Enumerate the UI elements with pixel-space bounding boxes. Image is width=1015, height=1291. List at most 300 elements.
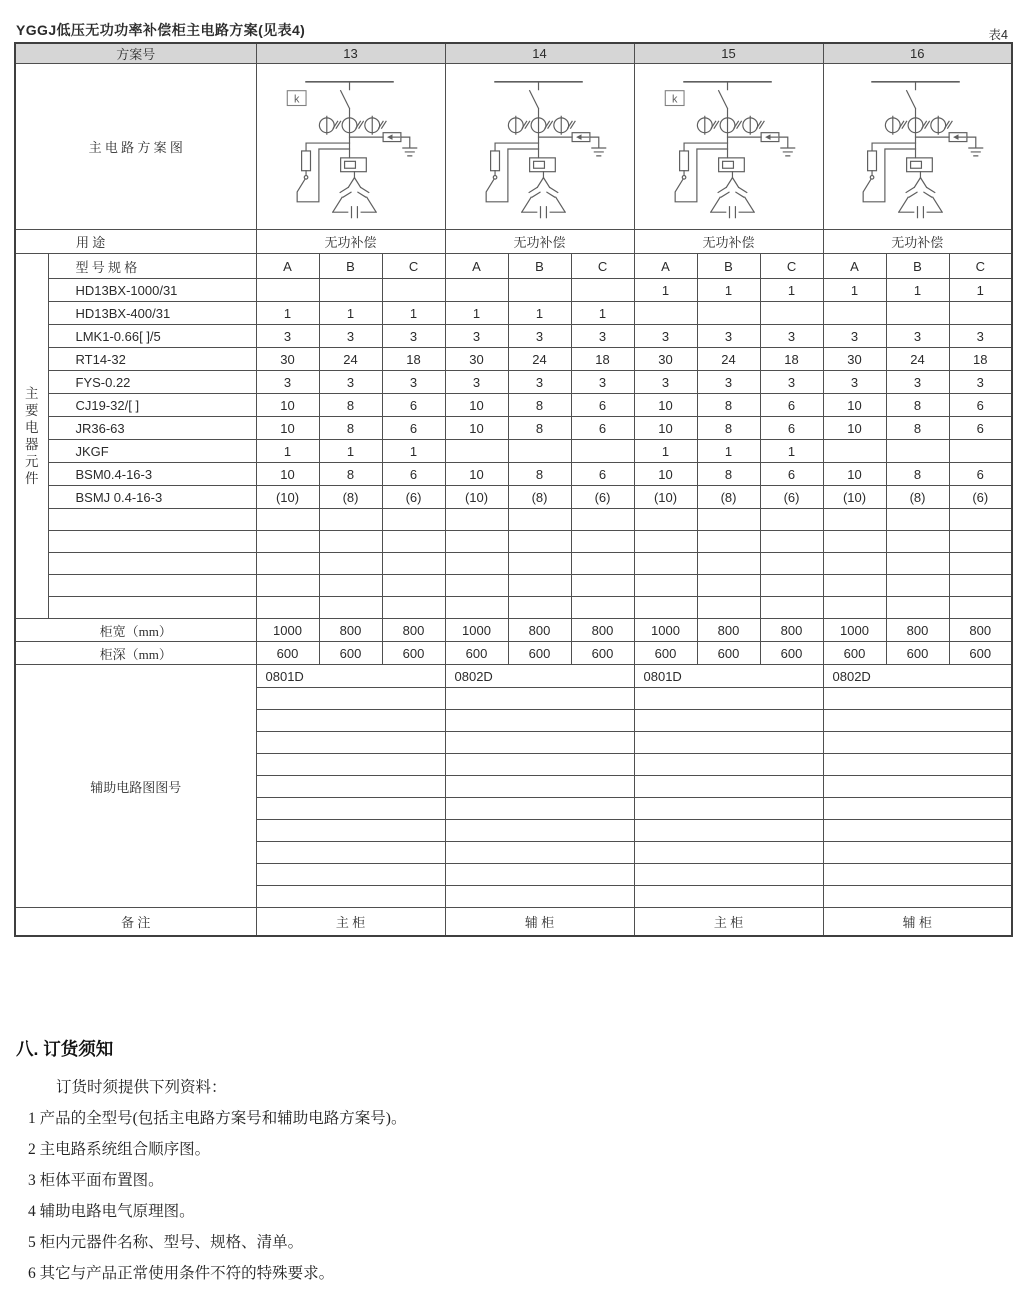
component-qty: (6) — [760, 486, 823, 509]
component-qty: 3 — [319, 371, 382, 394]
empty-qty-cell — [445, 575, 508, 597]
depth-value: 600 — [445, 642, 508, 665]
component-qty: 6 — [571, 417, 634, 440]
empty-qty-cell — [256, 597, 319, 619]
aux-empty-cell — [445, 754, 634, 776]
capacitor-delta — [332, 177, 375, 212]
component-qty: 1 — [949, 279, 1012, 302]
component-qty: 18 — [382, 348, 445, 371]
component-qty: 3 — [445, 371, 508, 394]
aux-empty-cell — [445, 688, 634, 710]
aux-empty-cell — [256, 820, 445, 842]
aux-empty-cell — [445, 798, 634, 820]
disconnect-switch — [340, 81, 349, 117]
depth-value: 600 — [256, 642, 319, 665]
empty-qty-cell — [823, 553, 886, 575]
empty-qty-cell — [949, 553, 1012, 575]
empty-qty-cell — [949, 509, 1012, 531]
component-qty: (10) — [823, 486, 886, 509]
component-qty: 3 — [382, 325, 445, 348]
ordering-item-3: 3 柜体平面布置图。 — [28, 1172, 164, 1189]
component-qty — [949, 440, 1012, 463]
component-qty: 3 — [949, 371, 1012, 394]
usage-value: 无功补偿 — [823, 230, 1012, 254]
width-value: 1000 — [445, 619, 508, 642]
aux-circuit-label: 辅助电路图图号 — [15, 665, 256, 908]
width-value: 800 — [319, 619, 382, 642]
component-qty: 1 — [445, 302, 508, 325]
aux-empty-cell — [445, 732, 634, 754]
svg-text:k: k — [671, 93, 677, 106]
depth-value: 600 — [760, 642, 823, 665]
main-circuit-diagram-cell — [823, 64, 1012, 230]
component-model: FYS-0.22 — [48, 371, 256, 394]
empty-qty-cell — [760, 509, 823, 531]
empty-qty-cell — [949, 575, 1012, 597]
component-qty: 3 — [256, 325, 319, 348]
empty-qty-cell — [319, 597, 382, 619]
empty-qty-cell — [508, 553, 571, 575]
aux-empty-cell — [445, 886, 634, 908]
component-qty: (10) — [445, 486, 508, 509]
svg-text:k: k — [293, 93, 299, 106]
empty-qty-cell — [886, 531, 949, 553]
width-value: 1000 — [634, 619, 697, 642]
component-model: JR36-63 — [48, 417, 256, 440]
aux-diagram-number: 0801D — [634, 665, 823, 688]
aux-empty-cell — [634, 754, 823, 776]
aux-empty-cell — [256, 732, 445, 754]
vertical-label-char: 要 — [25, 402, 39, 418]
component-qty: 8 — [508, 463, 571, 486]
component-qty: 8 — [319, 417, 382, 440]
empty-qty-cell — [256, 575, 319, 597]
component-qty — [949, 302, 1012, 325]
component-qty: (8) — [697, 486, 760, 509]
component-qty — [571, 279, 634, 302]
component-qty: 8 — [697, 463, 760, 486]
aux-empty-cell — [634, 688, 823, 710]
component-qty: 3 — [823, 325, 886, 348]
empty-qty-cell — [886, 553, 949, 575]
empty-qty-cell — [571, 531, 634, 553]
empty-qty-cell — [571, 509, 634, 531]
vertical-label-char: 电 — [25, 419, 39, 435]
component-qty: 1 — [760, 440, 823, 463]
component-qty — [697, 302, 760, 325]
scheme-number: 16 — [823, 43, 1012, 64]
aux-diagram-number: 0801D — [256, 665, 445, 688]
ground-symbol — [589, 137, 605, 156]
empty-qty-cell — [445, 509, 508, 531]
depth-value: 600 — [382, 642, 445, 665]
aux-diagram-number: 0802D — [445, 665, 634, 688]
component-qty: (6) — [571, 486, 634, 509]
empty-qty-cell — [382, 553, 445, 575]
remark-value: 主 柜 — [634, 908, 823, 936]
component-qty: 18 — [760, 348, 823, 371]
diagram-row-label: 主 电 路 方 案 图 — [15, 64, 256, 230]
ground-symbol — [778, 137, 794, 156]
disconnect-switch — [529, 81, 538, 117]
subcol-header: C — [760, 254, 823, 279]
aux-empty-cell — [634, 864, 823, 886]
empty-qty-cell — [697, 553, 760, 575]
component-qty: 6 — [571, 463, 634, 486]
empty-qty-cell — [319, 575, 382, 597]
component-model: BSM0.4-16-3 — [48, 463, 256, 486]
component-qty: (8) — [508, 486, 571, 509]
component-qty: 10 — [256, 394, 319, 417]
component-qty: 1 — [760, 279, 823, 302]
fuse — [679, 150, 688, 170]
component-qty: 3 — [634, 325, 697, 348]
empty-qty-cell — [382, 509, 445, 531]
component-qty: 1 — [697, 440, 760, 463]
capacitor-delta — [521, 177, 564, 212]
fuse — [868, 150, 877, 170]
aux-empty-cell — [256, 710, 445, 732]
component-qty: 30 — [634, 348, 697, 371]
component-qty: 10 — [445, 417, 508, 440]
usage-value: 无功补偿 — [445, 230, 634, 254]
width-value: 800 — [697, 619, 760, 642]
empty-model-cell — [48, 575, 256, 597]
aux-empty-cell — [634, 842, 823, 864]
aux-empty-cell — [823, 886, 1012, 908]
component-qty: 10 — [256, 417, 319, 440]
component-model: LMK1-0.66[ ]/5 — [48, 325, 256, 348]
component-qty: 8 — [319, 463, 382, 486]
empty-qty-cell — [697, 597, 760, 619]
ground-symbol — [967, 137, 983, 156]
component-qty: (6) — [382, 486, 445, 509]
ordering-heading: 八. 订货须知 — [16, 1039, 114, 1059]
component-qty: 1 — [319, 302, 382, 325]
empty-qty-cell — [886, 597, 949, 619]
depth-value: 600 — [697, 642, 760, 665]
component-qty: 30 — [445, 348, 508, 371]
empty-qty-cell — [634, 575, 697, 597]
component-qty: 6 — [949, 394, 1012, 417]
component-qty: 24 — [697, 348, 760, 371]
subcol-header: A — [634, 254, 697, 279]
depth-row-label: 柜深（mm） — [15, 642, 256, 665]
vertical-label-main-components — [15, 254, 48, 619]
fuse-branch — [684, 143, 727, 151]
fuse — [490, 150, 499, 170]
remark-value: 辅 柜 — [445, 908, 634, 936]
component-qty: 6 — [949, 417, 1012, 440]
aux-empty-cell — [256, 776, 445, 798]
component-qty — [445, 279, 508, 302]
component-qty: 8 — [697, 394, 760, 417]
empty-qty-cell — [571, 575, 634, 597]
component-model: CJ19-32/[ ] — [48, 394, 256, 417]
component-qty: 3 — [760, 325, 823, 348]
depth-value: 600 — [571, 642, 634, 665]
empty-qty-cell — [634, 531, 697, 553]
empty-qty-cell — [697, 509, 760, 531]
component-qty: 3 — [697, 371, 760, 394]
aux-empty-cell — [634, 886, 823, 908]
component-qty: 3 — [319, 325, 382, 348]
width-value: 800 — [571, 619, 634, 642]
width-value: 800 — [508, 619, 571, 642]
aux-empty-cell — [823, 864, 1012, 886]
subcol-header: A — [445, 254, 508, 279]
empty-qty-cell — [823, 597, 886, 619]
capacitor-delta — [710, 177, 753, 212]
component-qty: 1 — [508, 302, 571, 325]
component-qty: 10 — [823, 394, 886, 417]
component-qty: 1 — [886, 279, 949, 302]
component-qty: 3 — [886, 325, 949, 348]
component-qty: (8) — [886, 486, 949, 509]
component-qty: 6 — [760, 417, 823, 440]
component-qty: 8 — [886, 463, 949, 486]
aux-empty-cell — [823, 842, 1012, 864]
spec-header-label: 型 号 规 格 — [48, 254, 256, 279]
k-box — [287, 90, 306, 105]
remark-value: 辅 柜 — [823, 908, 1012, 936]
component-qty: 3 — [256, 371, 319, 394]
empty-qty-cell — [697, 575, 760, 597]
empty-qty-cell — [760, 531, 823, 553]
empty-model-cell — [48, 531, 256, 553]
ordering-intro: 订货时须提供下列资料： — [56, 1079, 227, 1096]
component-qty: 3 — [382, 371, 445, 394]
component-qty: 10 — [256, 463, 319, 486]
component-qty: 3 — [760, 371, 823, 394]
component-qty: 24 — [319, 348, 382, 371]
component-qty: 8 — [886, 417, 949, 440]
component-qty: 1 — [823, 279, 886, 302]
k-box — [665, 90, 684, 105]
empty-qty-cell — [634, 553, 697, 575]
component-qty: 1 — [382, 302, 445, 325]
vertical-label-char: 器 — [25, 436, 39, 452]
depth-value: 600 — [949, 642, 1012, 665]
aux-empty-cell — [823, 710, 1012, 732]
depth-value: 600 — [886, 642, 949, 665]
component-qty: 8 — [508, 417, 571, 440]
component-qty: 24 — [886, 348, 949, 371]
component-qty: 3 — [445, 325, 508, 348]
empty-qty-cell — [634, 597, 697, 619]
component-qty: 3 — [508, 371, 571, 394]
subcol-header: B — [886, 254, 949, 279]
aux-empty-cell — [256, 842, 445, 864]
empty-qty-cell — [508, 575, 571, 597]
component-qty: 1 — [571, 302, 634, 325]
vertical-label-char: 元 — [25, 453, 39, 469]
main-circuit-diagram-cell — [256, 64, 445, 230]
subcol-header: B — [697, 254, 760, 279]
circuit-diagram-svg — [636, 65, 822, 229]
circuit-diagram-svg — [824, 65, 1010, 229]
component-qty: 3 — [886, 371, 949, 394]
component-qty: 24 — [508, 348, 571, 371]
main-scheme-table — [14, 42, 1013, 937]
component-qty: (10) — [256, 486, 319, 509]
empty-qty-cell — [823, 531, 886, 553]
component-qty: 6 — [760, 394, 823, 417]
empty-qty-cell — [382, 575, 445, 597]
aux-empty-cell — [256, 886, 445, 908]
table-number-label: 表4 — [988, 28, 1008, 42]
empty-qty-cell — [445, 553, 508, 575]
component-model: BSMJ 0.4-16-3 — [48, 486, 256, 509]
component-qty — [508, 440, 571, 463]
component-qty: 6 — [571, 394, 634, 417]
empty-qty-cell — [508, 531, 571, 553]
empty-model-cell — [48, 597, 256, 619]
usage-value: 无功补偿 — [256, 230, 445, 254]
empty-qty-cell — [256, 553, 319, 575]
component-qty: 30 — [823, 348, 886, 371]
component-qty: 1 — [256, 302, 319, 325]
component-qty: 8 — [886, 394, 949, 417]
scheme-row-label: 方案号 — [15, 43, 256, 64]
empty-qty-cell — [508, 597, 571, 619]
aux-empty-cell — [634, 732, 823, 754]
component-qty: 6 — [382, 394, 445, 417]
component-qty: 1 — [697, 279, 760, 302]
subcol-header: C — [571, 254, 634, 279]
component-qty: 3 — [697, 325, 760, 348]
empty-qty-cell — [571, 553, 634, 575]
remark-row-label: 备 注 — [15, 908, 256, 936]
empty-qty-cell — [697, 531, 760, 553]
subcol-header: C — [949, 254, 1012, 279]
aux-empty-cell — [445, 776, 634, 798]
ordering-item-1: 1 产品的全型号(包括主电路方案号和辅助电路方案号)。 — [28, 1110, 407, 1127]
component-qty: 10 — [634, 463, 697, 486]
fuse-branch — [495, 143, 538, 151]
width-row-label: 柜宽（mm） — [15, 619, 256, 642]
remark-value: 主 柜 — [256, 908, 445, 936]
scheme-number: 14 — [445, 43, 634, 64]
width-value: 800 — [949, 619, 1012, 642]
component-qty — [445, 440, 508, 463]
aux-empty-cell — [445, 842, 634, 864]
aux-empty-cell — [445, 864, 634, 886]
width-value: 1000 — [823, 619, 886, 642]
document-title: YGGJ低压无功功率补偿柜主电路方案(见表4) — [16, 22, 306, 38]
aux-empty-cell — [634, 776, 823, 798]
component-model: HD13BX-400/31 — [48, 302, 256, 325]
component-qty: 10 — [823, 463, 886, 486]
main-circuit-diagram-cell — [445, 64, 634, 230]
component-qty: 3 — [571, 325, 634, 348]
subcol-header: C — [382, 254, 445, 279]
empty-qty-cell — [382, 597, 445, 619]
component-model: JKGF — [48, 440, 256, 463]
depth-value: 600 — [508, 642, 571, 665]
usage-value: 无功补偿 — [634, 230, 823, 254]
ordering-item-2: 2 主电路系统组合顺序图。 — [28, 1141, 211, 1158]
component-qty: 10 — [445, 463, 508, 486]
component-qty — [823, 440, 886, 463]
component-qty: 8 — [697, 417, 760, 440]
empty-qty-cell — [949, 531, 1012, 553]
aux-empty-cell — [256, 798, 445, 820]
empty-qty-cell — [760, 553, 823, 575]
circuit-diagram-svg — [258, 65, 444, 229]
component-qty — [886, 302, 949, 325]
ordering-item-6: 6 其它与产品正常使用条件不符的特殊要求。 — [28, 1265, 335, 1282]
component-qty: 18 — [571, 348, 634, 371]
fuse-branch — [872, 143, 915, 151]
aux-empty-cell — [256, 864, 445, 886]
scheme-number: 15 — [634, 43, 823, 64]
component-qty: 3 — [949, 325, 1012, 348]
subcol-header: B — [508, 254, 571, 279]
component-qty: 1 — [634, 440, 697, 463]
empty-qty-cell — [508, 509, 571, 531]
component-qty: 6 — [382, 417, 445, 440]
circuit-diagram-svg — [447, 65, 633, 229]
empty-qty-cell — [571, 597, 634, 619]
component-qty: 3 — [823, 371, 886, 394]
aux-empty-cell — [445, 710, 634, 732]
empty-qty-cell — [949, 597, 1012, 619]
aux-diagram-number: 0802D — [823, 665, 1012, 688]
component-model: RT14-32 — [48, 348, 256, 371]
empty-qty-cell — [319, 531, 382, 553]
component-qty: 3 — [508, 325, 571, 348]
aux-empty-cell — [634, 710, 823, 732]
component-qty — [823, 302, 886, 325]
component-qty: 8 — [319, 394, 382, 417]
ordering-item-5: 5 柜内元器件名称、型号、规格、清单。 — [28, 1234, 304, 1251]
component-qty — [886, 440, 949, 463]
empty-qty-cell — [823, 575, 886, 597]
aux-empty-cell — [256, 754, 445, 776]
disconnect-switch — [907, 81, 916, 117]
capacitor-delta — [899, 177, 942, 212]
disconnect-switch — [718, 81, 727, 117]
component-model: HD13BX-1000/31 — [48, 279, 256, 302]
fuse — [301, 150, 310, 170]
usage-row-label: 用 途 — [15, 230, 256, 254]
component-qty: 10 — [823, 417, 886, 440]
aux-empty-cell — [823, 688, 1012, 710]
component-qty: 10 — [634, 417, 697, 440]
width-value: 800 — [886, 619, 949, 642]
aux-empty-cell — [823, 732, 1012, 754]
component-qty — [760, 302, 823, 325]
component-qty — [256, 279, 319, 302]
subcol-header: B — [319, 254, 382, 279]
component-qty: (10) — [634, 486, 697, 509]
component-qty — [382, 279, 445, 302]
scheme-number: 13 — [256, 43, 445, 64]
depth-value: 600 — [319, 642, 382, 665]
subcol-header: A — [823, 254, 886, 279]
width-value: 1000 — [256, 619, 319, 642]
component-qty: 1 — [634, 279, 697, 302]
aux-empty-cell — [256, 688, 445, 710]
width-value: 800 — [382, 619, 445, 642]
component-qty — [319, 279, 382, 302]
component-qty: 1 — [256, 440, 319, 463]
empty-qty-cell — [256, 509, 319, 531]
aux-empty-cell — [823, 754, 1012, 776]
aux-empty-cell — [634, 798, 823, 820]
component-qty: 18 — [949, 348, 1012, 371]
